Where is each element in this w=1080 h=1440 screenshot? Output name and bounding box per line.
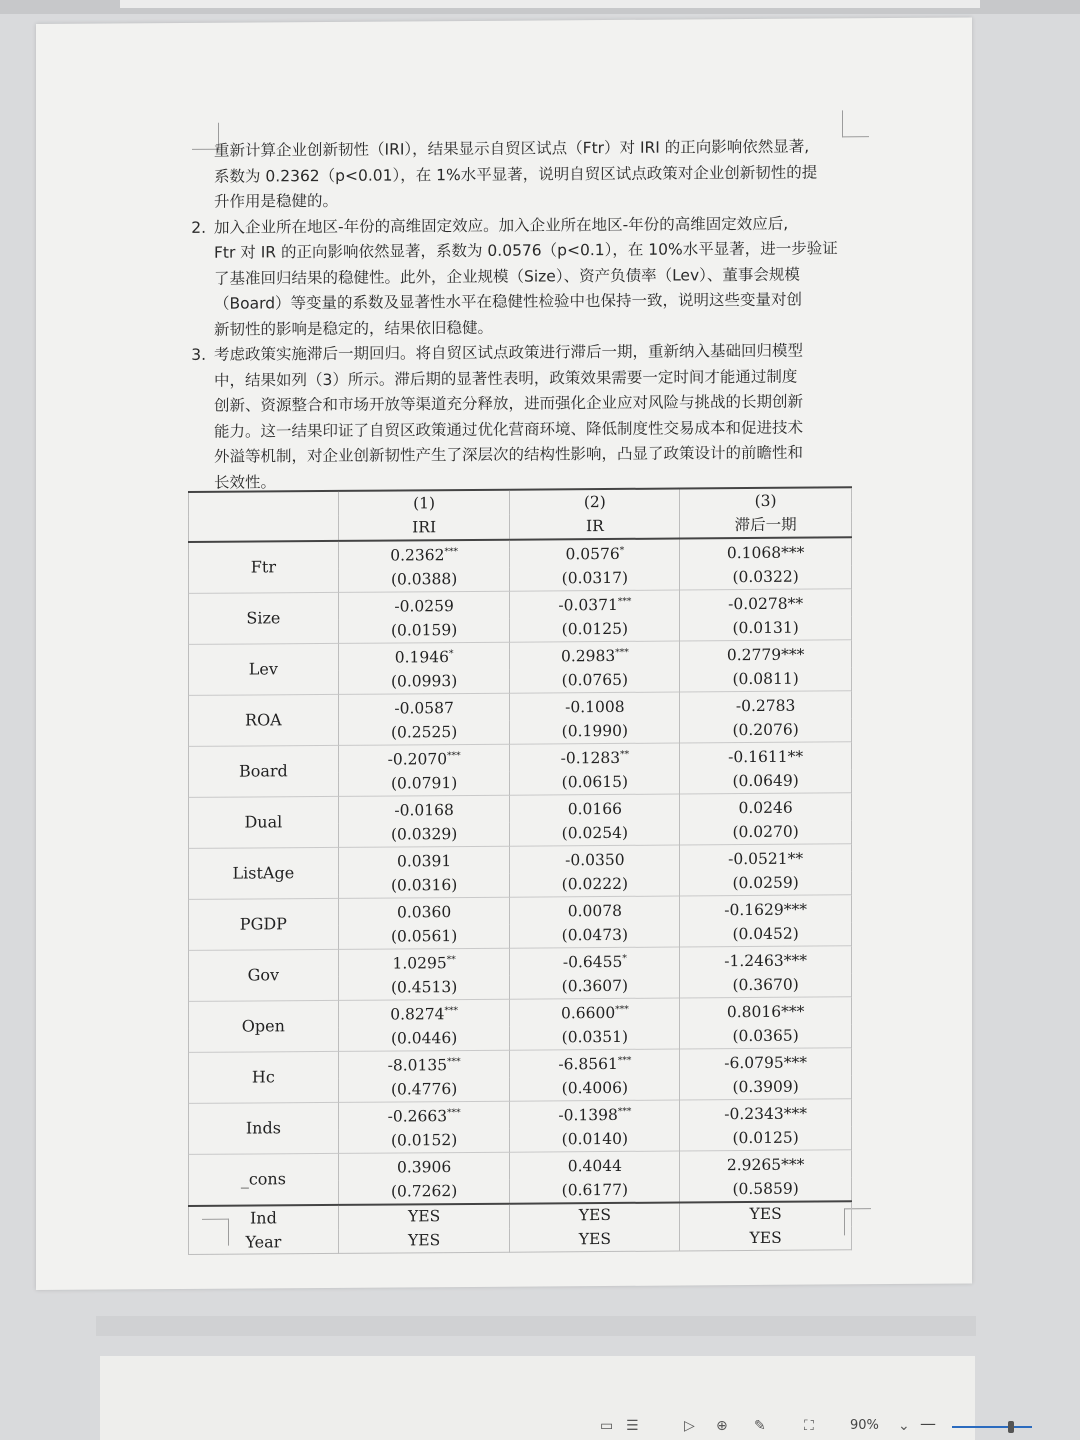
text-line: 升作用是稳健的。 xyxy=(214,191,339,211)
document-page xyxy=(36,17,972,1290)
coefficient-cell xyxy=(338,744,510,772)
text-line: （Board）等变量的系数及显著性水平在稳健性检验中也保持一致，说明这些变量对创 xyxy=(214,290,803,313)
coefficient-value: 0.1068*** xyxy=(726,543,805,563)
coefficient-cell xyxy=(680,844,852,872)
coefficient-cell xyxy=(510,896,680,924)
zoom-slider-thumb[interactable] xyxy=(1008,1421,1014,1433)
standard-error-cell: (0.3607) xyxy=(510,974,680,999)
coefficient-value: -0.1283 xyxy=(560,748,621,768)
significance-stars: ** xyxy=(446,955,456,966)
coefficient-value: -0.2783 xyxy=(735,696,796,716)
coefficient-cell xyxy=(510,743,680,771)
table-row xyxy=(189,1099,852,1131)
standard-error-cell: (0.2076) xyxy=(680,718,852,743)
header-blank xyxy=(189,491,339,517)
coefficient-cell xyxy=(510,794,680,822)
coefficient-value: -0.0259 xyxy=(394,597,454,616)
standard-error-cell: (0.0561) xyxy=(338,924,510,949)
coefficient-value: -0.0521** xyxy=(728,849,804,869)
table-row xyxy=(189,895,852,927)
coefficient-cell xyxy=(338,1152,510,1180)
coefficient-value: -0.0168 xyxy=(394,801,454,820)
coefficient-value: -0.0587 xyxy=(394,699,454,718)
coefficient-cell xyxy=(680,640,852,668)
standard-error-cell: (0.0351) xyxy=(510,1025,680,1050)
list-number: 3. xyxy=(191,345,206,364)
standard-error-cell: (0.0329) xyxy=(338,822,510,847)
table-row xyxy=(189,537,852,569)
standard-error-cell: (0.0125) xyxy=(680,1126,852,1151)
table-row xyxy=(189,844,852,876)
standard-error-cell: (0.0317) xyxy=(510,566,680,591)
zoom-dropdown-icon[interactable]: ⌄ xyxy=(898,1418,910,1434)
coefficient-cell xyxy=(510,998,680,1026)
text-line: 能力。这一结果印证了自贸区政策通过优化营商环境、降低制度性交易成本和促进技术 xyxy=(214,418,804,441)
text-line: Ftr 对 IR 的正向影响依然显著，系数为 0.0576（p<0.1），在 10%水平显著，进一步验证 xyxy=(214,239,838,262)
coefficient-value: 0.0078 xyxy=(567,901,622,921)
standard-error-cell: (0.0270) xyxy=(680,820,852,845)
coefficient-value: 2.9265*** xyxy=(726,1155,805,1175)
coefficient-cell xyxy=(338,846,510,874)
variable-name: Open xyxy=(189,1000,339,1052)
standard-error-cell: (0.3909) xyxy=(680,1075,852,1100)
list-number: 2. xyxy=(191,218,206,237)
table-row xyxy=(189,640,852,672)
fixed-effect-name: Year xyxy=(189,1229,339,1254)
significance-stars: *** xyxy=(444,547,458,558)
coefficient-value: -0.2343*** xyxy=(724,1104,807,1124)
column-label: IRI xyxy=(338,515,510,541)
coefficient-value: -8.0135 xyxy=(387,1056,448,1075)
coefficient-value: 0.0576 xyxy=(565,544,620,564)
coefficient-value: 0.1946 xyxy=(394,648,449,667)
coefficient-cell xyxy=(338,999,510,1027)
fixed-effect-row xyxy=(189,1226,852,1255)
standard-error-cell: (0.0254) xyxy=(510,821,680,846)
coefficient-cell xyxy=(680,895,852,923)
coefficient-cell xyxy=(510,1151,680,1179)
standard-error-cell: (0.0152) xyxy=(338,1128,510,1153)
coefficient-cell xyxy=(338,642,510,670)
play-icon[interactable]: ▷ xyxy=(684,1418,695,1434)
list-item-3 xyxy=(191,338,844,495)
coefficient-value: 0.0166 xyxy=(567,799,622,819)
coefficient-cell xyxy=(510,590,680,618)
variable-name: ROA xyxy=(189,694,339,746)
text-line: 长效性。 xyxy=(214,472,277,492)
significance-stars: *** xyxy=(617,596,632,607)
variable-name: _cons xyxy=(189,1153,339,1206)
variable-name: Hc xyxy=(189,1051,339,1103)
zoom-out-button[interactable]: — xyxy=(920,1414,936,1433)
coefficient-value: -0.6455 xyxy=(562,952,623,972)
fixed-effect-value: YES xyxy=(338,1204,510,1230)
standard-error-cell: (0.0259) xyxy=(680,871,852,896)
standard-error-cell: (0.0649) xyxy=(680,769,852,794)
standard-error-cell: (0.0811) xyxy=(680,667,852,692)
coefficient-value: -1.2463*** xyxy=(724,951,807,971)
coefficient-value: -0.1611** xyxy=(728,747,804,767)
coefficient-value: 0.2362 xyxy=(390,546,445,565)
coefficient-cell xyxy=(680,537,852,566)
standard-error-cell: (0.0159) xyxy=(338,618,510,643)
text-line: 中，结果如列（3）所示。滞后期的显著性表明，政策效果需要一定时间才能通过制度 xyxy=(214,367,798,390)
intro-paragraph xyxy=(214,134,844,215)
coefficient-cell xyxy=(510,947,680,975)
coefficient-value: 0.4044 xyxy=(567,1156,622,1176)
pen-icon[interactable]: ✎ xyxy=(754,1418,766,1434)
standard-error-cell: (0.0791) xyxy=(338,771,510,796)
coefficient-cell xyxy=(510,1100,680,1128)
read-mode-icon[interactable]: ▭ xyxy=(600,1418,614,1434)
text-line: 创新、资源整合和市场开放等渠道充分释放，进而强化企业应对风险与挑战的长期创新 xyxy=(214,392,804,415)
standard-error-cell: (0.0365) xyxy=(680,1024,852,1049)
coefficient-value: 0.6600 xyxy=(560,1003,616,1023)
page-gap xyxy=(96,1316,976,1336)
coefficient-value: -0.0371 xyxy=(558,595,618,615)
significance-stars: *** xyxy=(447,751,461,762)
standard-error-cell: (0.0615) xyxy=(510,770,680,795)
coefficient-cell xyxy=(680,793,852,821)
text-line: 系数为 0.2362（p<0.01），在 1%水平显著，说明自贸区试点政策对企业创新韧性的提 xyxy=(214,163,818,186)
margin-mark-top-right xyxy=(842,110,869,137)
standard-error-cell: (0.0452) xyxy=(680,922,852,947)
coefficient-value: -0.2070 xyxy=(387,750,448,769)
standard-error-cell: (0.0222) xyxy=(510,872,680,897)
standard-error-cell: (0.0446) xyxy=(338,1026,510,1051)
significance-stars: *** xyxy=(617,1106,632,1117)
standard-error-cell: (0.6177) xyxy=(510,1178,680,1204)
standard-error-cell: (0.4776) xyxy=(338,1077,510,1102)
coefficient-cell xyxy=(510,1049,680,1077)
column-label: IR xyxy=(510,514,680,540)
coefficient-cell xyxy=(338,795,510,823)
standard-error-cell: (0.7262) xyxy=(338,1179,510,1205)
fixed-effect-value: YES xyxy=(510,1227,680,1252)
text-line: 外溢等机制，对企业创新韧性产生了深层次的结构性影响，凸显了政策设计的前瞻性和 xyxy=(214,443,804,466)
coefficient-cell xyxy=(680,589,852,617)
standard-error-cell: (0.0125) xyxy=(510,617,680,642)
standard-error-cell: (0.3670) xyxy=(680,973,852,998)
table-row xyxy=(189,589,852,621)
coefficient-cell xyxy=(680,691,852,719)
significance-stars: * xyxy=(622,953,627,964)
coefficient-value: -0.1008 xyxy=(565,697,625,717)
table-row xyxy=(189,1150,852,1182)
web-layout-icon[interactable]: ⊕ xyxy=(716,1418,728,1434)
standard-error-cell: (0.0140) xyxy=(510,1127,680,1152)
coefficient-value: -6.0795*** xyxy=(724,1053,807,1073)
standard-error-cell: (0.1990) xyxy=(510,719,680,744)
standard-error-cell: (0.4513) xyxy=(338,975,510,1000)
coefficient-cell xyxy=(510,692,680,720)
variable-name: Ftr xyxy=(189,541,339,594)
coefficient-value: 0.3906 xyxy=(396,1158,452,1177)
fixed-effect-value: YES xyxy=(338,1228,510,1253)
coefficient-value: 0.8016*** xyxy=(726,1002,805,1022)
text-line: 重新计算企业创新韧性（IRI），结果显示自贸区试点（Ftr）对 IRI 的正向影响依然显著, xyxy=(214,137,810,160)
previous-page-edge xyxy=(120,0,980,8)
table-row xyxy=(189,1048,852,1080)
coefficient-value: 0.2779*** xyxy=(726,645,805,665)
text-line: 新韧性的影响是稳定的，结果依旧稳健。 xyxy=(214,318,494,339)
zoom-slider[interactable] xyxy=(952,1426,1032,1428)
coefficient-value: 0.2983 xyxy=(560,646,616,666)
coefficient-value: -0.0278** xyxy=(728,594,804,614)
coefficient-cell xyxy=(680,946,852,974)
coefficient-cell xyxy=(338,1050,510,1078)
regression-table[interactable] xyxy=(188,486,852,1255)
coefficient-cell xyxy=(680,997,852,1025)
fixed-effect-name: Ind xyxy=(189,1205,339,1231)
coefficient-cell xyxy=(680,1048,852,1076)
text-line: 加入企业所在地区-年份的高维固定效应。加入企业所在地区-年份的高维固定效应后, xyxy=(214,214,789,237)
table-row xyxy=(189,997,852,1029)
coefficient-cell xyxy=(338,540,510,569)
coefficient-cell xyxy=(338,591,510,619)
coefficient-value: 1.0295 xyxy=(392,954,447,973)
standard-error-cell: (0.0765) xyxy=(510,668,680,693)
standard-error-cell: (0.0388) xyxy=(338,567,510,592)
status-bar xyxy=(560,1412,1080,1440)
significance-stars: *** xyxy=(447,1057,461,1068)
coefficient-cell xyxy=(510,539,680,568)
fixed-effect-value: YES xyxy=(680,1201,852,1227)
text-line: 考虑政策实施滞后一期回归。将自贸区试点政策进行滞后一期，重新纳入基础回归模型 xyxy=(214,341,804,364)
significance-stars: *** xyxy=(615,647,629,658)
coefficient-cell xyxy=(338,1101,510,1129)
fixed-effect-value: YES xyxy=(510,1203,680,1229)
coefficient-value: -0.0350 xyxy=(565,850,625,870)
coefficient-cell xyxy=(680,742,852,770)
coefficient-value: -0.2663 xyxy=(387,1107,448,1126)
list-view-icon[interactable]: ☰ xyxy=(626,1418,639,1434)
coefficient-value: 0.0246 xyxy=(738,798,793,818)
significance-stars: ** xyxy=(620,749,630,760)
coefficient-value: -0.1629*** xyxy=(724,900,807,920)
variable-name: Lev xyxy=(189,643,339,695)
significance-stars: *** xyxy=(617,1055,632,1066)
table-row xyxy=(189,946,852,978)
column-label: 滞后一期 xyxy=(680,512,852,538)
significance-stars: *** xyxy=(615,1004,629,1015)
coefficient-cell xyxy=(680,1150,852,1178)
standard-error-cell: (0.2525) xyxy=(338,720,510,745)
coefficient-value: -0.1398 xyxy=(558,1105,618,1125)
significance-stars: *** xyxy=(447,1108,461,1119)
list-item-2 xyxy=(191,211,844,343)
coefficient-cell xyxy=(510,641,680,669)
coefficient-value: 0.0391 xyxy=(396,852,452,871)
coefficient-value: 0.8274 xyxy=(390,1005,445,1024)
standard-error-cell: (0.0993) xyxy=(338,669,510,694)
variable-name: PGDP xyxy=(189,898,339,950)
variable-name: Board xyxy=(189,745,339,797)
coefficient-value: 0.0360 xyxy=(396,903,452,922)
fit-page-icon[interactable]: ⛶ xyxy=(804,1418,814,1434)
table-row xyxy=(189,691,852,723)
body-text[interactable] xyxy=(191,134,844,495)
table-row xyxy=(189,793,852,825)
standard-error-cell: (0.0473) xyxy=(510,923,680,948)
significance-stars: * xyxy=(448,649,454,660)
coefficient-cell xyxy=(338,693,510,721)
variable-name: Dual xyxy=(189,796,339,848)
table-row xyxy=(189,742,852,774)
top-strip xyxy=(0,0,1080,14)
column-number: (2) xyxy=(510,489,680,515)
standard-error-cell: (0.0316) xyxy=(338,873,510,898)
standard-error-cell: (0.0131) xyxy=(680,616,852,641)
variable-name: Gov xyxy=(189,949,339,1001)
zoom-level[interactable]: 90% xyxy=(850,1418,879,1433)
coefficient-value: -6.8561 xyxy=(558,1054,618,1074)
fixed-effect-value: YES xyxy=(680,1226,852,1251)
variable-name: ListAge xyxy=(189,847,339,899)
significance-stars: * xyxy=(619,545,625,556)
text-line: 了基准回归结果的稳健性。此外，企业规模（Size）、资产负债率（Lev）、董事会规模 xyxy=(214,265,800,288)
coefficient-cell xyxy=(680,1099,852,1127)
variable-name: Inds xyxy=(189,1102,339,1154)
column-number: (3) xyxy=(680,487,852,513)
standard-error-cell: (0.5859) xyxy=(680,1177,852,1203)
coefficient-cell xyxy=(338,948,510,976)
significance-stars: *** xyxy=(444,1006,458,1017)
coefficient-cell xyxy=(338,897,510,925)
variable-name: Size xyxy=(189,592,339,644)
header-blank xyxy=(189,516,339,542)
column-number: (1) xyxy=(338,490,510,516)
coefficient-cell xyxy=(510,845,680,873)
standard-error-cell: (0.0322) xyxy=(680,565,852,590)
standard-error-cell: (0.4006) xyxy=(510,1076,680,1101)
